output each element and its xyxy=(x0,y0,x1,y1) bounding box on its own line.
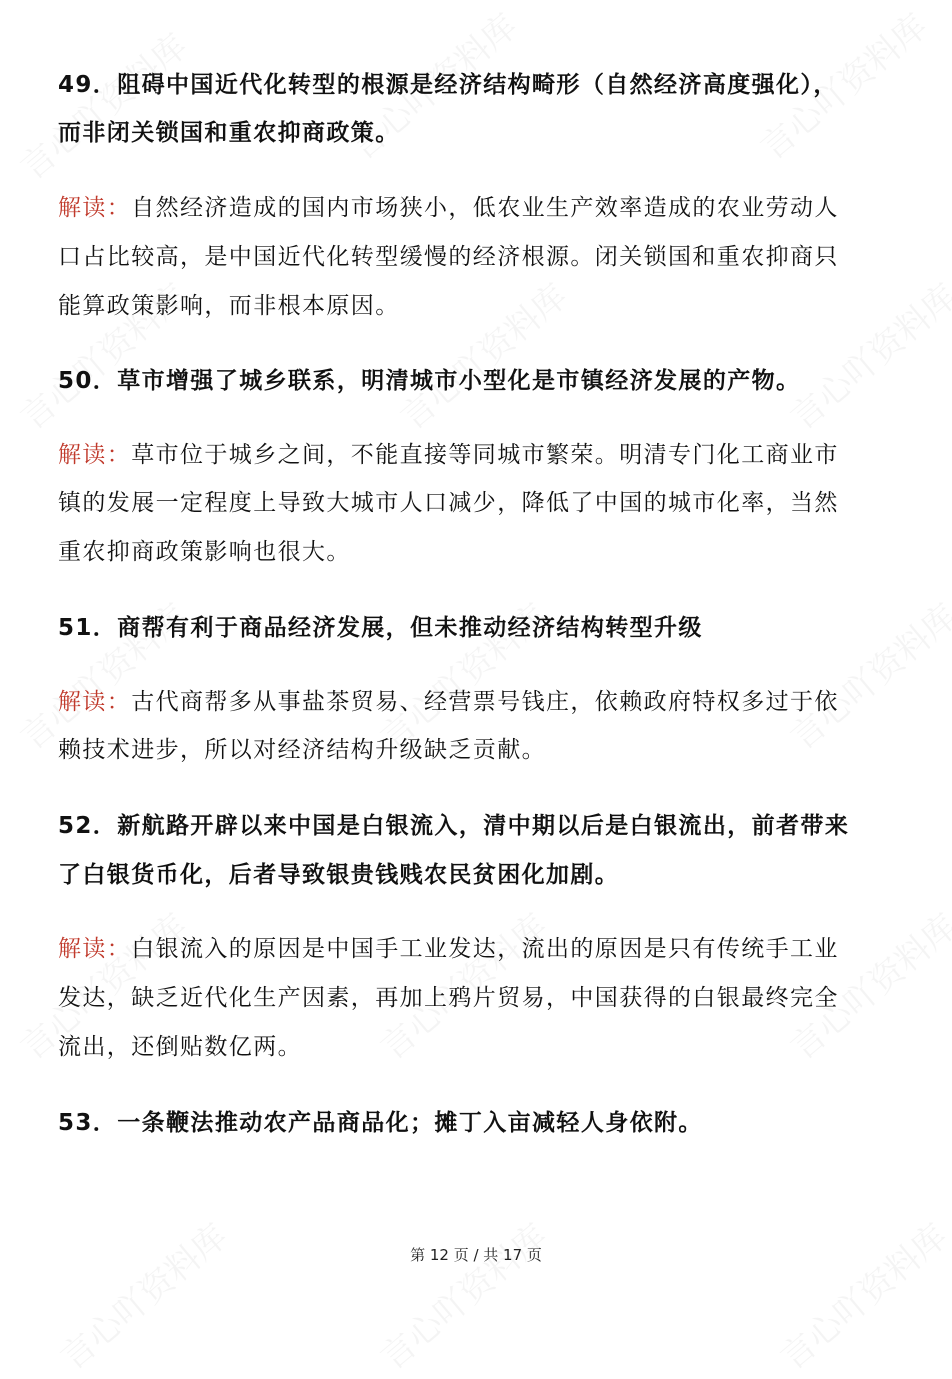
item-number: 53． xyxy=(58,1110,118,1136)
item-title-line xyxy=(58,118,400,148)
watermark-text xyxy=(778,270,952,439)
item-title-line xyxy=(58,811,849,841)
explanation-text: 镇的发展一定程度上导致大城市人口减少，降低了中国的城市化率，当然 xyxy=(58,490,839,516)
item-title-text: 阻碍中国近代化转型的根源是经济结构畸形（自然经济高度强化）， xyxy=(117,72,838,98)
item-title-text: 新航路开辟以来中国是白银流入，清中期以后是白银流出，前者带来 xyxy=(117,813,850,839)
watermark-text xyxy=(368,1210,556,1379)
explanation-label: 解读： xyxy=(58,689,132,715)
explanation-text: 赖技术进步，所以对经济结构升级缺乏贡献。 xyxy=(58,737,546,763)
item-title-text: 而非闭关锁国和重农抑商政策。 xyxy=(58,120,400,146)
item-title-line xyxy=(58,613,703,643)
explanation-line xyxy=(58,291,400,321)
item-title-line xyxy=(58,860,619,890)
explanation-text: 古代商帮多从事盐茶贸易、经营票号钱庄，依赖政府特权多过于依 xyxy=(131,689,839,715)
explanation-text: 流出，还倒贴数亿两。 xyxy=(58,1034,302,1060)
explanation-text: 草市位于城乡之间，不能直接等同城市繁荣。明清专门化工商业市 xyxy=(131,442,839,468)
watermark-text xyxy=(8,20,196,189)
watermark-text xyxy=(48,1210,236,1379)
explanation-text: 口占比较高，是中国近代化转型缓慢的经济根源。闭关锁国和重农抑商只 xyxy=(58,244,839,270)
item-number: 49． xyxy=(58,72,118,98)
item-title-text: 了白银货币化，后者导致银贵钱贱农民贫困化加剧。 xyxy=(58,862,620,888)
item-title-line xyxy=(58,366,800,396)
item-title-text: 草市增强了城乡联系，明清城市小型化是市镇经济发展的产物。 xyxy=(117,368,801,394)
item-number: 52． xyxy=(58,813,118,839)
item-title-text: 商帮有利于商品经济发展，但未推动经济结构转型升级 xyxy=(117,615,703,641)
explanation-line xyxy=(58,488,839,518)
explanation-label: 解读： xyxy=(58,195,132,221)
item-number: 50． xyxy=(58,368,118,394)
explanation-line xyxy=(58,193,839,223)
explanation-line xyxy=(58,983,839,1013)
item-title-line xyxy=(58,1108,703,1138)
explanation-line xyxy=(58,1032,302,1062)
explanation-line xyxy=(58,934,839,964)
explanation-line xyxy=(58,735,546,765)
explanation-text: 重农抑商政策影响也很大。 xyxy=(58,539,351,565)
explanation-text: 白银流入的原因是中国手工业发达，流出的原因是只有传统手工业 xyxy=(131,936,839,962)
item-title-line xyxy=(58,70,838,100)
explanation-text: 能算政策影响，而非根本原因。 xyxy=(58,293,400,319)
explanation-line xyxy=(58,440,839,470)
watermark-text xyxy=(768,1210,952,1379)
explanation-line xyxy=(58,687,839,717)
watermark-text xyxy=(778,590,952,759)
item-title-text: 一条鞭法推动农产品商品化；摊丁入亩减轻人身依附。 xyxy=(117,1110,703,1136)
watermark-text xyxy=(388,270,576,439)
explanation-text: 发达，缺乏近代化生产因素，再加上鸦片贸易，中国获得的白银最终完全 xyxy=(58,985,839,1011)
explanation-text: 自然经济造成的国内市场狭小，低农业生产效率造成的农业劳动人 xyxy=(131,195,839,221)
explanation-line xyxy=(58,242,839,272)
page-footer: 第 12 页 / 共 17 页 xyxy=(410,1246,542,1264)
item-number: 51． xyxy=(58,615,118,641)
explanation-label: 解读： xyxy=(58,936,132,962)
explanation-line xyxy=(58,537,351,567)
explanation-label: 解读： xyxy=(58,442,132,468)
